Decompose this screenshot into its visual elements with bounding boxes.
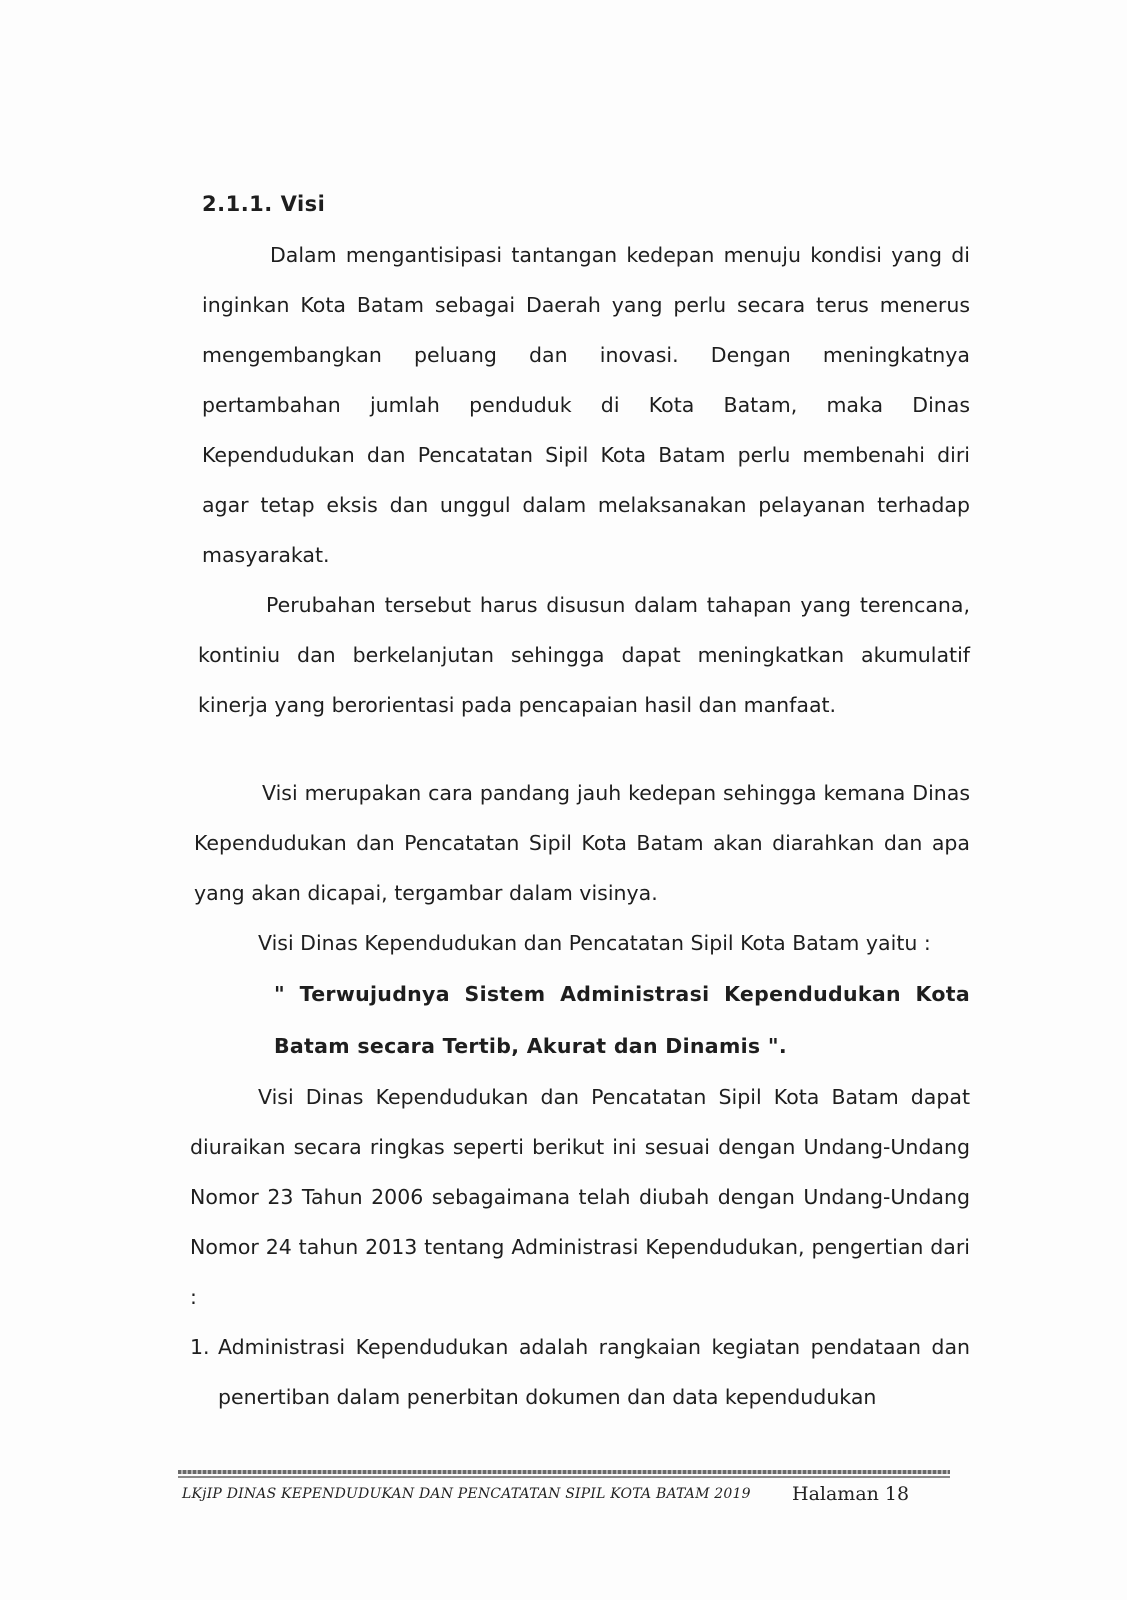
list-item-text: Administrasi Kependudukan adalah rangkaian kegiatan pendataan dan penertiban dalam penerbitan dokumen dan data kependudukan bbox=[218, 1335, 970, 1409]
list-item bbox=[190, 1322, 970, 1422]
footer-title: LKjIP DINAS KEPENDUDUKAN DAN PENCATATAN SIPIL KOTA BATAM 2019 bbox=[182, 1486, 751, 1502]
paragraph-gap bbox=[190, 730, 970, 768]
paragraph-intro: Dalam mengantisipasi tantangan kedepan menuju kondisi yang di inginkan Kota Batam sebagai Daerah yang perlu secara terus menerus mengembangkan peluang dan inovasi. Dengan meningkatnya pertambahan jumlah penduduk di Kota Batam, maka Dinas Kependudukan dan Pencatatan Sipil Kota Batam perlu membenahi diri agar tetap eksis dan unggul dalam melaksanakan pelayanan terhadap masyarakat. bbox=[202, 243, 970, 567]
paragraph-visi-description: Visi Dinas Kependudukan dan Pencatatan Sipil Kota Batam dapat diuraikan secara ringkas seperti berikut ini sesuai dengan Undang-Undang Nomor 23 Tahun 2006 sebagaimana telah diubah dengan Undang-Undang Nomor 24 tahun 2013 tentang Administrasi Kependudukan, pengertian dari : bbox=[190, 1085, 970, 1309]
paragraph-visi-definition: Visi merupakan cara pandang jauh kedepan sehingga kemana Dinas Kependudukan dan Pencatatan Sipil Kota Batam akan diarahkan dan apa yang akan dicapai, tergambar dalam visinya. bbox=[194, 781, 970, 905]
list-item-number: 1. bbox=[190, 1335, 210, 1359]
visi-statement: " Terwujudnya Sistem Administrasi Kependudukan Kota Batam secara Tertib, Akurat dan Dinamis ". bbox=[274, 982, 970, 1058]
section-heading: 2.1.1. Visi bbox=[202, 192, 326, 216]
definition-list bbox=[190, 1322, 970, 1422]
paragraph-perubahan: Perubahan tersebut harus disusun dalam tahapan yang terencana, kontiniu dan berkelanjutan sehingga dapat meningkatkan akumulatif kinerja yang berorientasi pada pencapaian hasil dan manfaat. bbox=[198, 593, 970, 717]
footer-divider-line bbox=[178, 1476, 950, 1478]
visi-intro-line: Visi Dinas Kependudukan dan Pencatatan Sipil Kota Batam yaitu : bbox=[258, 931, 931, 955]
page-number: Halaman 18 bbox=[792, 1483, 910, 1505]
footer-divider bbox=[178, 1470, 950, 1474]
page-content bbox=[190, 192, 970, 1422]
